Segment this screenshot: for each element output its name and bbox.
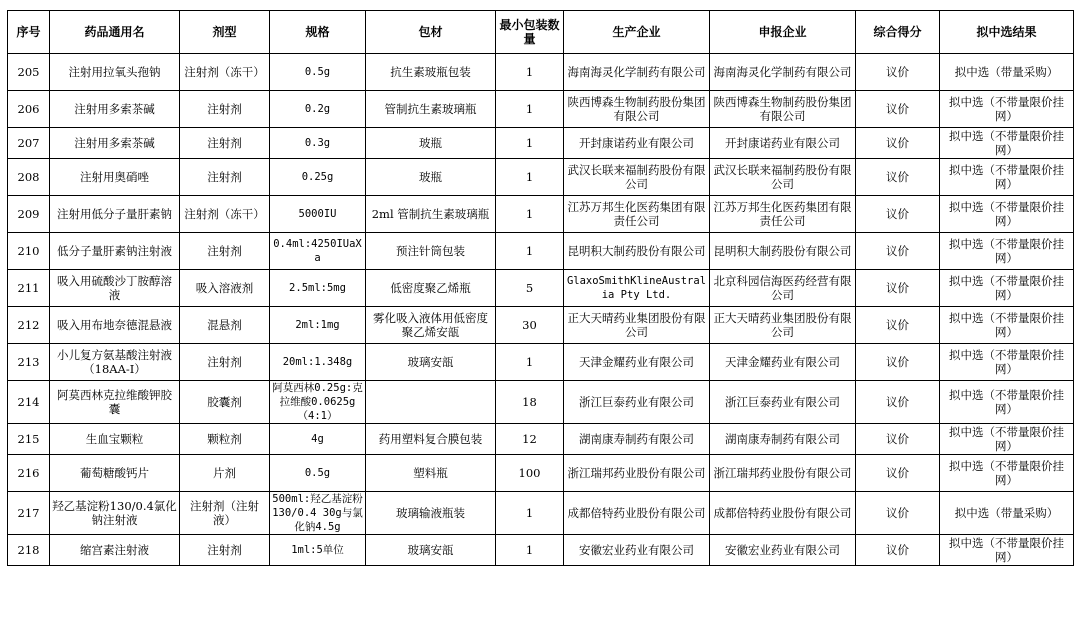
cell-col-result: 拟中选（不带量限价挂网） <box>940 424 1074 455</box>
cell-col-result: 拟中选（不带量限价挂网） <box>940 270 1074 307</box>
cell-col-packaging: 雾化吸入液体用低密度聚乙烯安瓿 <box>366 307 496 344</box>
cell-col-dosage-form: 注射剂 <box>180 344 270 381</box>
cell-col-result: 拟中选（不带量限价挂网） <box>940 91 1074 128</box>
cell-col-manufacturer: 安徽宏业药业有限公司 <box>564 535 710 566</box>
cell-col-dosage-form: 注射剂（冻干） <box>180 196 270 233</box>
cell-col-result: 拟中选（带量采购） <box>940 492 1074 535</box>
cell-col-index: 208 <box>8 159 50 196</box>
cell-col-applicant: 浙江瑞邦药业股份有限公司 <box>710 455 856 492</box>
cell-col-spec: 1ml:5单位 <box>270 535 366 566</box>
table-row <box>8 455 1074 492</box>
cell-col-manufacturer: 昆明积大制药股份有限公司 <box>564 233 710 270</box>
cell-col-applicant: 浙江巨泰药业有限公司 <box>710 381 856 424</box>
cell-col-index: 210 <box>8 233 50 270</box>
table-row <box>8 381 1074 424</box>
cell-col-result: 拟中选（不带量限价挂网） <box>940 344 1074 381</box>
cell-col-result: 拟中选（不带量限价挂网） <box>940 535 1074 566</box>
cell-col-drug-name: 吸入用布地奈德混悬液 <box>50 307 180 344</box>
header-col-packaging: 包材 <box>366 11 496 54</box>
cell-col-min-pack-qty: 1 <box>496 159 564 196</box>
cell-col-score: 议价 <box>856 455 940 492</box>
cell-col-result: 拟中选（带量采购） <box>940 54 1074 91</box>
cell-col-spec: 0.5g <box>270 54 366 91</box>
cell-col-score: 议价 <box>856 344 940 381</box>
cell-col-manufacturer: 浙江瑞邦药业股份有限公司 <box>564 455 710 492</box>
header-col-dosage-form: 剂型 <box>180 11 270 54</box>
cell-col-spec: 2.5ml:5mg <box>270 270 366 307</box>
cell-col-spec: 2ml:1mg <box>270 307 366 344</box>
cell-col-drug-name: 注射用多索茶碱 <box>50 91 180 128</box>
cell-col-manufacturer: 浙江巨泰药业有限公司 <box>564 381 710 424</box>
cell-col-index: 209 <box>8 196 50 233</box>
cell-col-manufacturer: 陕西博森生物制药股份集团有限公司 <box>564 91 710 128</box>
cell-col-index: 211 <box>8 270 50 307</box>
cell-col-packaging: 2ml 管制抗生素玻璃瓶 <box>366 196 496 233</box>
header-col-spec: 规格 <box>270 11 366 54</box>
cell-col-min-pack-qty: 1 <box>496 54 564 91</box>
cell-col-dosage-form: 颗粒剂 <box>180 424 270 455</box>
cell-col-index: 216 <box>8 455 50 492</box>
cell-col-index: 207 <box>8 128 50 159</box>
cell-col-index: 217 <box>8 492 50 535</box>
table-row <box>8 159 1074 196</box>
cell-col-drug-name: 缩宫素注射液 <box>50 535 180 566</box>
header-col-manufacturer: 生产企业 <box>564 11 710 54</box>
table-row <box>8 54 1074 91</box>
cell-col-score: 议价 <box>856 233 940 270</box>
cell-col-score: 议价 <box>856 270 940 307</box>
cell-col-score: 议价 <box>856 91 940 128</box>
table-row <box>8 270 1074 307</box>
cell-col-index: 214 <box>8 381 50 424</box>
cell-col-min-pack-qty: 30 <box>496 307 564 344</box>
header-col-min-pack-qty: 最小包装数量 <box>496 11 564 54</box>
cell-col-score: 议价 <box>856 159 940 196</box>
cell-col-spec: 0.4ml:4250IUaXa <box>270 233 366 270</box>
cell-col-applicant: 安徽宏业药业有限公司 <box>710 535 856 566</box>
cell-col-packaging: 管制抗生素玻璃瓶 <box>366 91 496 128</box>
document-page <box>7 10 1074 566</box>
cell-col-dosage-form: 注射剂（冻干） <box>180 54 270 91</box>
cell-col-result: 拟中选（不带量限价挂网） <box>940 455 1074 492</box>
cell-col-drug-name: 阿莫西林克拉维酸钾胶囊 <box>50 381 180 424</box>
cell-col-packaging: 玻瓶 <box>366 128 496 159</box>
cell-col-min-pack-qty: 1 <box>496 233 564 270</box>
cell-col-drug-name: 低分子量肝素钠注射液 <box>50 233 180 270</box>
cell-col-spec: 0.2g <box>270 91 366 128</box>
cell-col-spec: 4g <box>270 424 366 455</box>
cell-col-score: 议价 <box>856 381 940 424</box>
cell-col-applicant: 昆明积大制药股份有限公司 <box>710 233 856 270</box>
cell-col-score: 议价 <box>856 196 940 233</box>
cell-col-index: 212 <box>8 307 50 344</box>
cell-col-dosage-form: 注射剂 <box>180 91 270 128</box>
cell-col-packaging: 预注针筒包装 <box>366 233 496 270</box>
cell-col-score: 议价 <box>856 492 940 535</box>
cell-col-applicant: 江苏万邦生化医药集团有限责任公司 <box>710 196 856 233</box>
cell-col-dosage-form: 注射剂 <box>180 128 270 159</box>
header-col-applicant: 申报企业 <box>710 11 856 54</box>
table-row <box>8 424 1074 455</box>
cell-col-manufacturer: 湖南康寿制药有限公司 <box>564 424 710 455</box>
cell-col-manufacturer: 成都倍特药业股份有限公司 <box>564 492 710 535</box>
table-row <box>8 535 1074 566</box>
cell-col-min-pack-qty: 1 <box>496 535 564 566</box>
cell-col-index: 215 <box>8 424 50 455</box>
table-row <box>8 492 1074 535</box>
cell-col-result: 拟中选（不带量限价挂网） <box>940 233 1074 270</box>
cell-col-drug-name: 注射用拉氧头孢钠 <box>50 54 180 91</box>
cell-col-applicant: 陕西博森生物制药股份集团有限公司 <box>710 91 856 128</box>
cell-col-drug-name: 生血宝颗粒 <box>50 424 180 455</box>
cell-col-index: 213 <box>8 344 50 381</box>
cell-col-result: 拟中选（不带量限价挂网） <box>940 307 1074 344</box>
header-col-score: 综合得分 <box>856 11 940 54</box>
cell-col-applicant: 湖南康寿制药有限公司 <box>710 424 856 455</box>
cell-col-dosage-form: 注射剂 <box>180 233 270 270</box>
cell-col-packaging <box>366 381 496 424</box>
cell-col-manufacturer: 江苏万邦生化医药集团有限责任公司 <box>564 196 710 233</box>
cell-col-spec: 0.25g <box>270 159 366 196</box>
table-row <box>8 233 1074 270</box>
cell-col-manufacturer: 正大天晴药业集团股份有限公司 <box>564 307 710 344</box>
cell-col-packaging: 玻璃输液瓶装 <box>366 492 496 535</box>
cell-col-applicant: 海南海灵化学制药有限公司 <box>710 54 856 91</box>
cell-col-result: 拟中选（不带量限价挂网） <box>940 128 1074 159</box>
cell-col-min-pack-qty: 1 <box>496 128 564 159</box>
cell-col-spec: 0.3g <box>270 128 366 159</box>
cell-col-score: 议价 <box>856 535 940 566</box>
cell-col-min-pack-qty: 1 <box>496 344 564 381</box>
cell-col-min-pack-qty: 1 <box>496 196 564 233</box>
cell-col-packaging: 抗生素玻瓶包装 <box>366 54 496 91</box>
cell-col-packaging: 玻璃安瓿 <box>366 344 496 381</box>
cell-col-spec: 0.5g <box>270 455 366 492</box>
cell-col-drug-name: 注射用奥硝唑 <box>50 159 180 196</box>
table-body <box>8 54 1074 566</box>
cell-col-index: 205 <box>8 54 50 91</box>
table-row <box>8 344 1074 381</box>
cell-col-min-pack-qty: 1 <box>496 492 564 535</box>
cell-col-spec: 阿莫西林0.25g:克拉维酸0.0625g（4:1） <box>270 381 366 424</box>
cell-col-packaging: 塑料瓶 <box>366 455 496 492</box>
cell-col-index: 206 <box>8 91 50 128</box>
cell-col-manufacturer: 开封康诺药业有限公司 <box>564 128 710 159</box>
cell-col-applicant: 北京科园信海医药经营有限公司 <box>710 270 856 307</box>
cell-col-dosage-form: 注射剂 <box>180 535 270 566</box>
cell-col-dosage-form: 吸入溶液剂 <box>180 270 270 307</box>
cell-col-result: 拟中选（不带量限价挂网） <box>940 381 1074 424</box>
cell-col-applicant: 成都倍特药业股份有限公司 <box>710 492 856 535</box>
cell-col-min-pack-qty: 1 <box>496 91 564 128</box>
cell-col-packaging: 药用塑料复合膜包装 <box>366 424 496 455</box>
cell-col-index: 218 <box>8 535 50 566</box>
header-col-drug-name: 药品通用名 <box>50 11 180 54</box>
cell-col-dosage-form: 注射剂（注射液） <box>180 492 270 535</box>
cell-col-applicant: 武汉长联来福制药股份有限公司 <box>710 159 856 196</box>
cell-col-spec: 5000IU <box>270 196 366 233</box>
cell-col-applicant: 正大天晴药业集团股份有限公司 <box>710 307 856 344</box>
cell-col-drug-name: 注射用多索茶碱 <box>50 128 180 159</box>
header-col-result: 拟中选结果 <box>940 11 1074 54</box>
cell-col-manufacturer: GlaxoSmithKlineAustralia Pty Ltd. <box>564 270 710 307</box>
table-row <box>8 91 1074 128</box>
cell-col-manufacturer: 海南海灵化学制药有限公司 <box>564 54 710 91</box>
table-row <box>8 128 1074 159</box>
cell-col-score: 议价 <box>856 54 940 91</box>
cell-col-result: 拟中选（不带量限价挂网） <box>940 159 1074 196</box>
cell-col-min-pack-qty: 18 <box>496 381 564 424</box>
cell-col-drug-name: 小儿复方氨基酸注射液（18AA-I） <box>50 344 180 381</box>
cell-col-score: 议价 <box>856 128 940 159</box>
cell-col-packaging: 低密度聚乙烯瓶 <box>366 270 496 307</box>
cell-col-result: 拟中选（不带量限价挂网） <box>940 196 1074 233</box>
cell-col-drug-name: 吸入用硫酸沙丁胺醇溶液 <box>50 270 180 307</box>
cell-col-min-pack-qty: 5 <box>496 270 564 307</box>
cell-col-dosage-form: 片剂 <box>180 455 270 492</box>
cell-col-spec: 20ml:1.348g <box>270 344 366 381</box>
drug-selection-table <box>7 10 1074 566</box>
cell-col-packaging: 玻璃安瓿 <box>366 535 496 566</box>
cell-col-min-pack-qty: 100 <box>496 455 564 492</box>
cell-col-manufacturer: 武汉长联来福制药股份有限公司 <box>564 159 710 196</box>
cell-col-applicant: 开封康诺药业有限公司 <box>710 128 856 159</box>
table-row <box>8 196 1074 233</box>
header-col-index: 序号 <box>8 11 50 54</box>
cell-col-score: 议价 <box>856 307 940 344</box>
table-row <box>8 307 1074 344</box>
cell-col-packaging: 玻瓶 <box>366 159 496 196</box>
cell-col-drug-name: 注射用低分子量肝素钠 <box>50 196 180 233</box>
cell-col-spec: 500ml:羟乙基淀粉130/0.4 30g与氯化钠4.5g <box>270 492 366 535</box>
cell-col-drug-name: 葡萄糖酸钙片 <box>50 455 180 492</box>
cell-col-dosage-form: 胶囊剂 <box>180 381 270 424</box>
cell-col-drug-name: 羟乙基淀粉130/0.4氯化钠注射液 <box>50 492 180 535</box>
table-header-row <box>8 11 1074 54</box>
cell-col-dosage-form: 混悬剂 <box>180 307 270 344</box>
cell-col-manufacturer: 天津金耀药业有限公司 <box>564 344 710 381</box>
cell-col-applicant: 天津金耀药业有限公司 <box>710 344 856 381</box>
cell-col-min-pack-qty: 12 <box>496 424 564 455</box>
cell-col-score: 议价 <box>856 424 940 455</box>
cell-col-dosage-form: 注射剂 <box>180 159 270 196</box>
